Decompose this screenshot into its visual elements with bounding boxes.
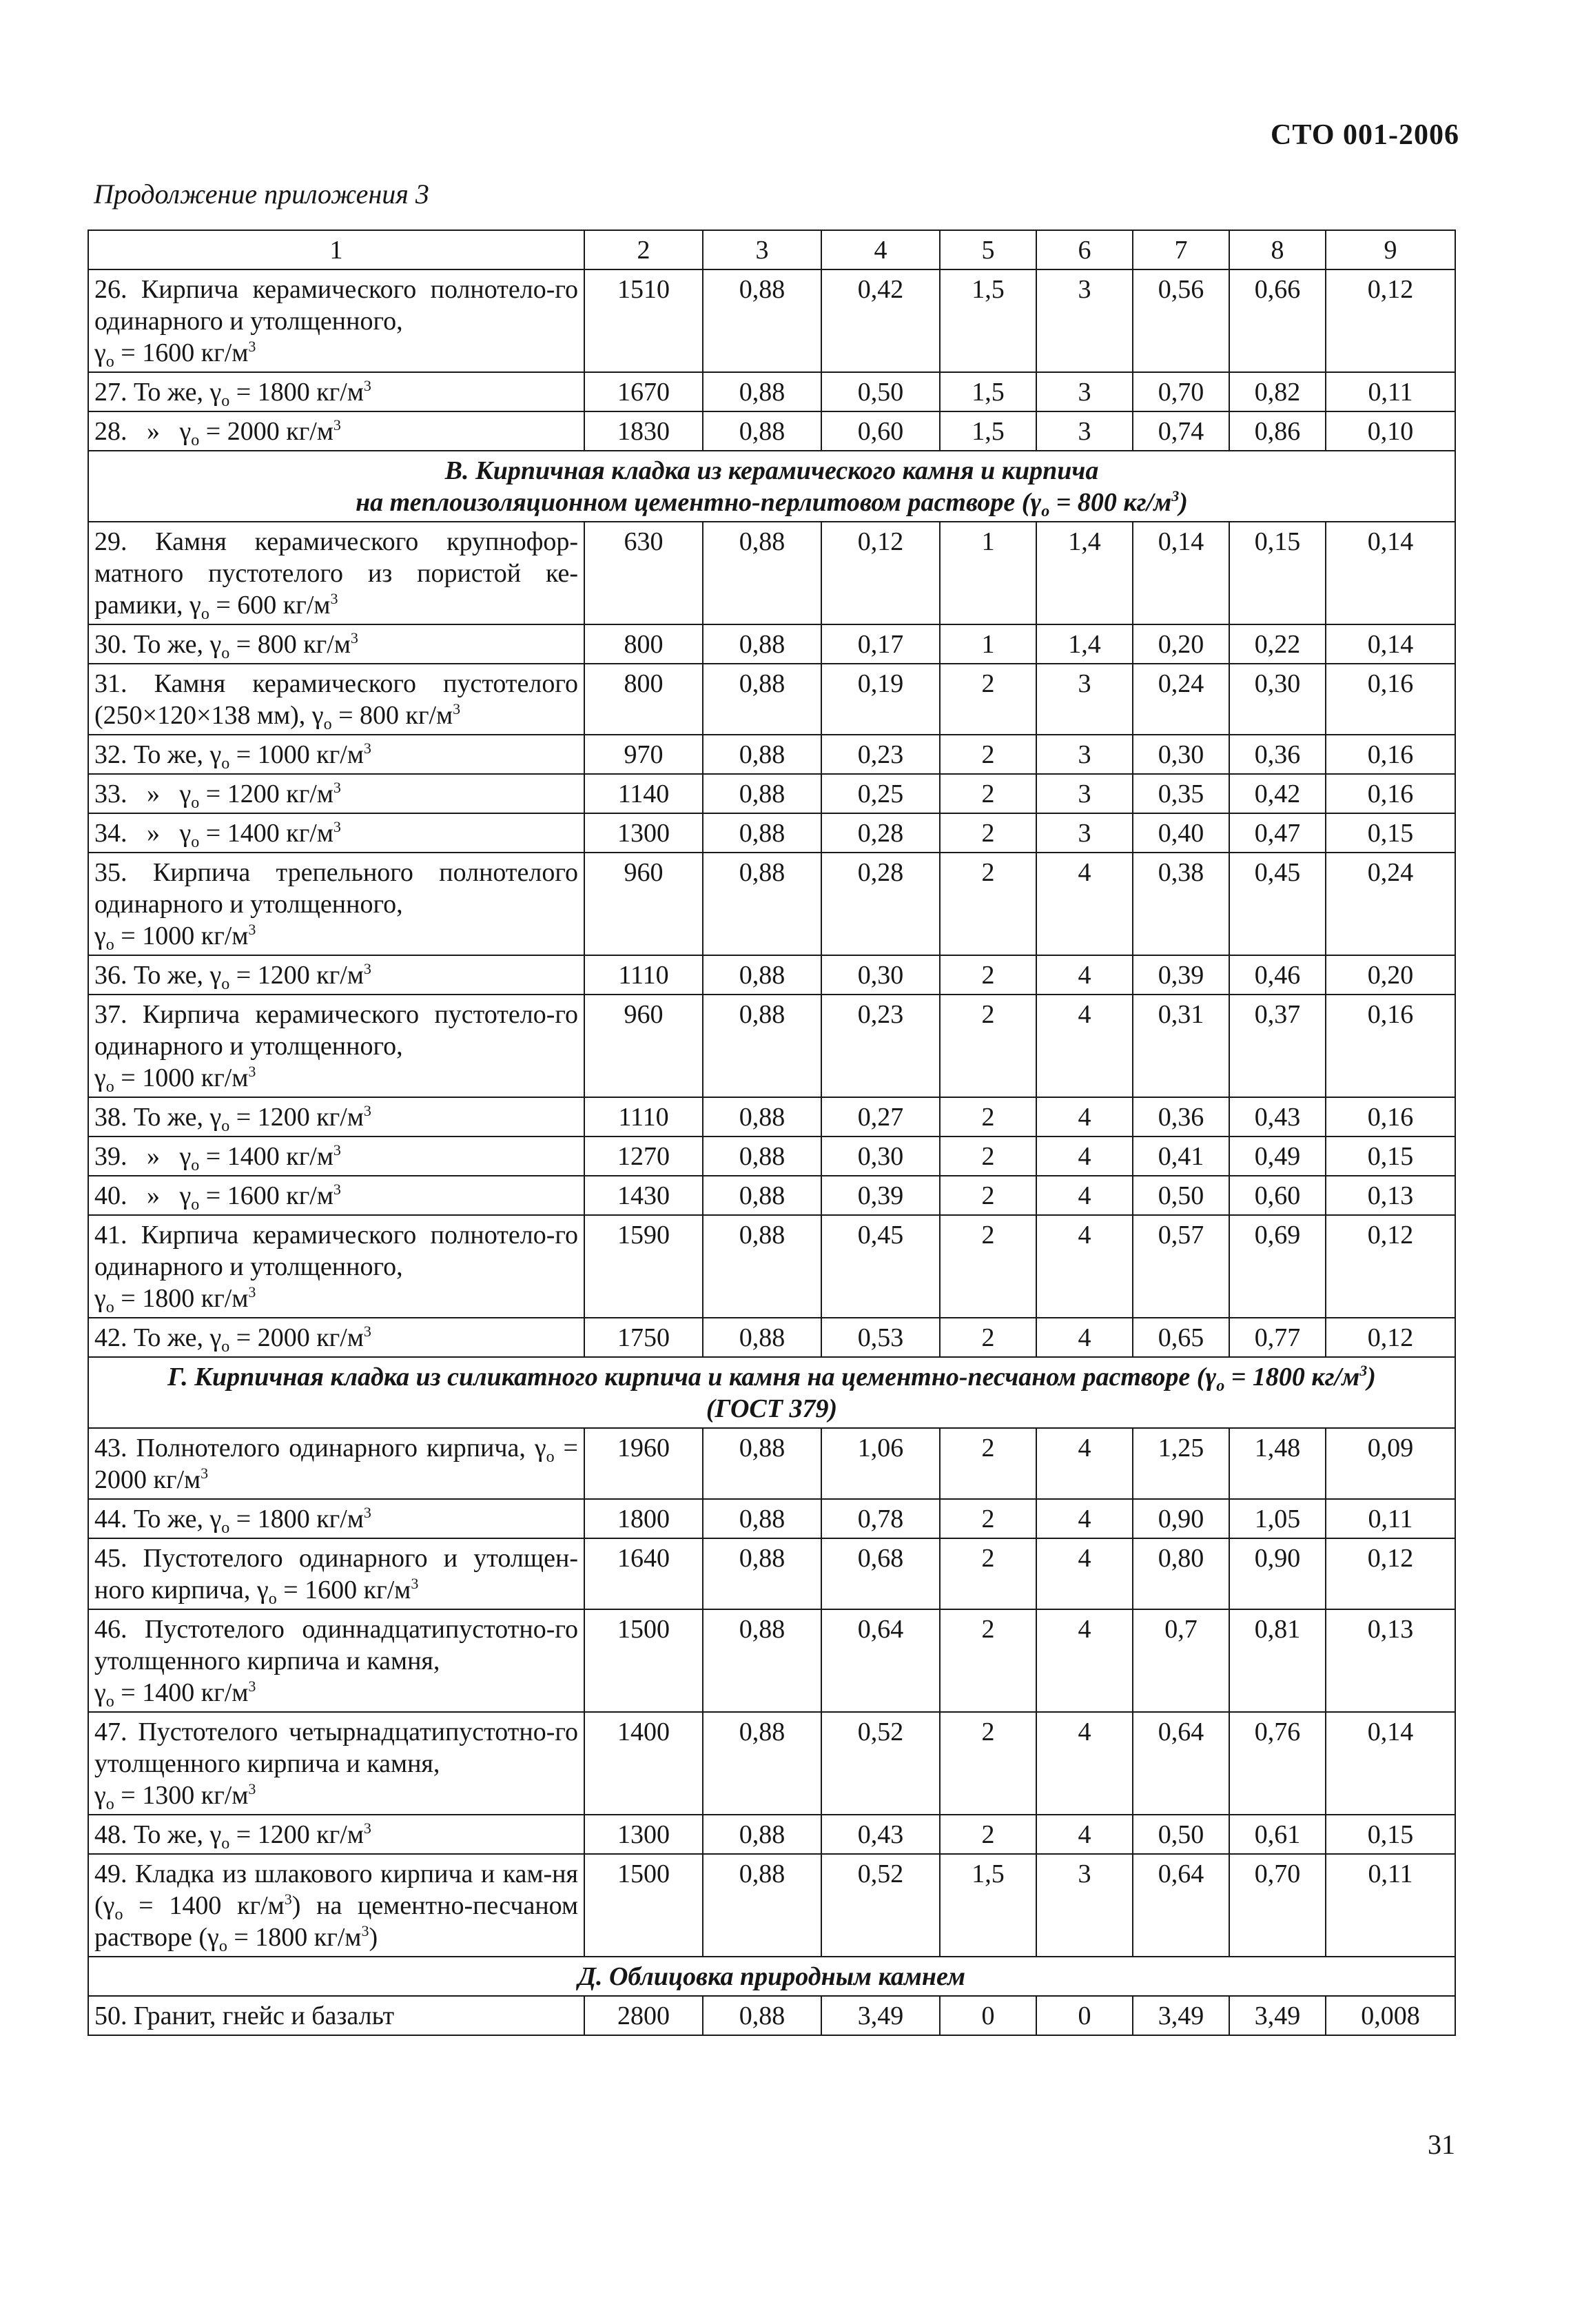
value-cell: 0,30 — [821, 1136, 940, 1176]
value-cell: 1500 — [584, 1854, 703, 1957]
table-row — [88, 1097, 1455, 1136]
value-cell: 0,11 — [1326, 1854, 1455, 1957]
value-cell: 4 — [1036, 1815, 1133, 1854]
value-cell: 0,88 — [703, 411, 821, 451]
material-name: 46. Пустотелого одиннадцатипустотно-го утолщенного кирпича и камня, $\gamma_о = 1400$ $кг/м^3$ — [88, 1609, 584, 1712]
value-cell: 0,24 — [1133, 664, 1229, 735]
value-cell: 0,09 — [1326, 1428, 1455, 1499]
value-cell: 0,30 — [821, 955, 940, 995]
value-cell: 630 — [584, 522, 703, 624]
value-cell: 0,43 — [1229, 1097, 1326, 1136]
material-name: 27. То же, $\gamma_о = 1800$ $кг/м^3$ — [88, 372, 584, 411]
value-cell: 970 — [584, 735, 703, 774]
section-row — [88, 1357, 1455, 1428]
value-cell: 1110 — [584, 1097, 703, 1136]
table-row — [88, 813, 1455, 853]
table-row — [88, 1176, 1455, 1215]
value-cell: 0,88 — [703, 1499, 821, 1538]
value-cell: 0,17 — [821, 624, 940, 664]
value-cell: 1,05 — [1229, 1499, 1326, 1538]
value-cell: 1300 — [584, 1815, 703, 1854]
column-number: 3 — [703, 230, 821, 269]
value-cell: 1500 — [584, 1609, 703, 1712]
material-name: 43. Полнотелого одинарного кирпича, $\gamma_о = 2000$ $кг/м^3$ — [88, 1428, 584, 1499]
value-cell: 0,50 — [821, 372, 940, 411]
value-cell: 4 — [1036, 853, 1133, 955]
section-title: В. Кирпичная кладка из керамического камня и кирпича на теплоизоляционном цементно-перлитовом растворе ($\gamma_о = 800$ $кг/м^3$) — [88, 451, 1455, 522]
value-cell: 1 — [940, 522, 1036, 624]
value-cell: 0,15 — [1229, 522, 1326, 624]
value-cell: 0,65 — [1133, 1318, 1229, 1357]
material-name: 36. То же, $\gamma_о = 1200$ $кг/м^3$ — [88, 955, 584, 995]
value-cell: 0,008 — [1326, 1996, 1455, 2035]
column-number: 1 — [88, 230, 584, 269]
material-name: 33. » $\gamma_о = 1200$ $кг/м^3$ — [88, 774, 584, 813]
value-cell: 0,19 — [821, 664, 940, 735]
value-cell: 0,31 — [1133, 995, 1229, 1097]
material-name: 32. То же, $\gamma_о = 1000$ $кг/м^3$ — [88, 735, 584, 774]
table-row — [88, 1136, 1455, 1176]
value-cell: 960 — [584, 853, 703, 955]
value-cell: 0,77 — [1229, 1318, 1326, 1357]
value-cell: 4 — [1036, 1318, 1133, 1357]
value-cell: 0,88 — [703, 1538, 821, 1609]
appendix-continuation-label: Продолжение приложения 3 — [94, 179, 429, 210]
value-cell: 0,88 — [703, 995, 821, 1097]
column-number: 2 — [584, 230, 703, 269]
materials-table — [88, 230, 1456, 2036]
value-cell: 960 — [584, 995, 703, 1097]
value-cell: 1,5 — [940, 1854, 1036, 1957]
section-row — [88, 451, 1455, 522]
value-cell: 2 — [940, 774, 1036, 813]
value-cell: 0,64 — [821, 1609, 940, 1712]
value-cell: 0,74 — [1133, 411, 1229, 451]
column-number: 9 — [1326, 230, 1455, 269]
value-cell: 0,61 — [1229, 1815, 1326, 1854]
value-cell: 4 — [1036, 1538, 1133, 1609]
value-cell: 0,88 — [703, 664, 821, 735]
value-cell: 2 — [940, 1499, 1036, 1538]
value-cell: 1,5 — [940, 269, 1036, 372]
material-name: 37. Кирпича керамического пустотело-го одинарного и утолщенного, $\gamma_о = 1000$ $кг/м^3$ — [88, 995, 584, 1097]
table-row — [88, 411, 1455, 451]
value-cell: 0,88 — [703, 1609, 821, 1712]
value-cell: 3 — [1036, 1854, 1133, 1957]
value-cell: 0,88 — [703, 1815, 821, 1854]
value-cell: 0,88 — [703, 774, 821, 813]
value-cell: 0,15 — [1326, 1136, 1455, 1176]
value-cell: 0,88 — [703, 1996, 821, 2035]
value-cell: 0,15 — [1326, 1815, 1455, 1854]
value-cell: 0,50 — [1133, 1176, 1229, 1215]
value-cell: 2800 — [584, 1996, 703, 2035]
value-cell: 0,88 — [703, 1136, 821, 1176]
table-row — [88, 624, 1455, 664]
value-cell: 4 — [1036, 1176, 1133, 1215]
material-name: 44. То же, $\gamma_о = 1800$ $кг/м^3$ — [88, 1499, 584, 1538]
value-cell: 0,14 — [1326, 522, 1455, 624]
column-number: 4 — [821, 230, 940, 269]
value-cell: 2 — [940, 1318, 1036, 1357]
column-number: 7 — [1133, 230, 1229, 269]
value-cell: 0,70 — [1229, 1854, 1326, 1957]
table-row — [88, 1215, 1455, 1318]
table-row — [88, 995, 1455, 1097]
value-cell: 0,66 — [1229, 269, 1326, 372]
value-cell: 0,12 — [1326, 1538, 1455, 1609]
value-cell: 0,28 — [821, 853, 940, 955]
value-cell: 1400 — [584, 1712, 703, 1815]
value-cell: 0,41 — [1133, 1136, 1229, 1176]
value-cell: 4 — [1036, 1215, 1133, 1318]
value-cell: 0,90 — [1229, 1538, 1326, 1609]
value-cell: 0,38 — [1133, 853, 1229, 955]
table-row — [88, 774, 1455, 813]
value-cell: 2 — [940, 813, 1036, 853]
value-cell: 0,11 — [1326, 1499, 1455, 1538]
value-cell: 0,7 — [1133, 1609, 1229, 1712]
value-cell: 1110 — [584, 955, 703, 995]
material-name: 42. То же, $\gamma_о = 2000$ $кг/м^3$ — [88, 1318, 584, 1357]
value-cell: 0,88 — [703, 853, 821, 955]
column-number: 5 — [940, 230, 1036, 269]
table-row — [88, 1499, 1455, 1538]
value-cell: 0,70 — [1133, 372, 1229, 411]
value-cell: 3,49 — [821, 1996, 940, 2035]
value-cell: 1,06 — [821, 1428, 940, 1499]
table-row — [88, 955, 1455, 995]
table-row — [88, 735, 1455, 774]
value-cell: 0,30 — [1229, 664, 1326, 735]
material-name: 45. Пустотелого одинарного и утолщен-ного кирпича, $\gamma_о = 1600$ $кг/м^3$ — [88, 1538, 584, 1609]
value-cell: 3 — [1036, 411, 1133, 451]
value-cell: 0,88 — [703, 1176, 821, 1215]
value-cell: 0,60 — [1229, 1176, 1326, 1215]
value-cell: 1,4 — [1036, 522, 1133, 624]
value-cell: 4 — [1036, 955, 1133, 995]
value-cell: 0,43 — [821, 1815, 940, 1854]
table-row — [88, 1538, 1455, 1609]
column-number-row — [88, 230, 1455, 269]
value-cell: 3,49 — [1133, 1996, 1229, 2035]
value-cell: 4 — [1036, 995, 1133, 1097]
value-cell: 0,76 — [1229, 1712, 1326, 1815]
value-cell: 1590 — [584, 1215, 703, 1318]
value-cell: 0,42 — [821, 269, 940, 372]
value-cell: 2 — [940, 995, 1036, 1097]
table-row — [88, 372, 1455, 411]
value-cell: 0,12 — [821, 522, 940, 624]
material-name: 50. Гранит, гнейс и базальт — [88, 1996, 584, 2035]
value-cell: 4 — [1036, 1609, 1133, 1712]
page-number: 31 — [1428, 2129, 1455, 2160]
value-cell: 2 — [940, 664, 1036, 735]
material-name: 31. Камня керамического пустотелого (250×120×138 мм), $\gamma_о = 800$ $кг/м^3$ — [88, 664, 584, 735]
table-row — [88, 1712, 1455, 1815]
value-cell: 4 — [1036, 1712, 1133, 1815]
value-cell: 0,88 — [703, 813, 821, 853]
value-cell: 2 — [940, 1609, 1036, 1712]
value-cell: 0,16 — [1326, 664, 1455, 735]
value-cell: 2 — [940, 1097, 1036, 1136]
value-cell: 0,11 — [1326, 372, 1455, 411]
value-cell: 0,47 — [1229, 813, 1326, 853]
value-cell: 0,40 — [1133, 813, 1229, 853]
value-cell: 0,56 — [1133, 269, 1229, 372]
value-cell: 0 — [1036, 1996, 1133, 2035]
value-cell: 1270 — [584, 1136, 703, 1176]
value-cell: 0,88 — [703, 624, 821, 664]
material-name: 29. Камня керамического крупнофор-матного пустотелого из пористой ке-рамики, $\gamma_о = 600$ $кг/м^3$ — [88, 522, 584, 624]
value-cell: 0,25 — [821, 774, 940, 813]
value-cell: 1800 — [584, 1499, 703, 1538]
value-cell: 0,12 — [1326, 269, 1455, 372]
value-cell: 1,48 — [1229, 1428, 1326, 1499]
value-cell: 0,46 — [1229, 955, 1326, 995]
value-cell: 0,14 — [1326, 1712, 1455, 1815]
value-cell: 0,88 — [703, 735, 821, 774]
material-name: 41. Кирпича керамического полнотело-го одинарного и утолщенного, $\gamma_о = 1800$ $кг/м^3$ — [88, 1215, 584, 1318]
table-body — [88, 230, 1455, 2035]
value-cell: 1750 — [584, 1318, 703, 1357]
value-cell: 0,64 — [1133, 1712, 1229, 1815]
value-cell: 0,20 — [1133, 624, 1229, 664]
section-title: Г. Кирпичная кладка из силикатного кирпича и камня на цементно-песчаном растворе ($\gamma_о = 1800$ $кг/м^3$) (ГОСТ 379) — [88, 1357, 1455, 1428]
value-cell: 0,23 — [821, 995, 940, 1097]
value-cell: 0,88 — [703, 1215, 821, 1318]
value-cell: 0,20 — [1326, 955, 1455, 995]
value-cell: 0,78 — [821, 1499, 940, 1538]
table-row — [88, 1996, 1455, 2035]
material-name: 48. То же, $\gamma_о = 1200$ $кг/м^3$ — [88, 1815, 584, 1854]
value-cell: 0,39 — [1133, 955, 1229, 995]
value-cell: 3 — [1036, 664, 1133, 735]
value-cell: 4 — [1036, 1499, 1133, 1538]
material-name: 39. » $\gamma_о = 1400$ $кг/м^3$ — [88, 1136, 584, 1176]
value-cell: 0,90 — [1133, 1499, 1229, 1538]
value-cell: 3 — [1036, 372, 1133, 411]
value-cell: 0,14 — [1326, 624, 1455, 664]
material-name: 34. » $\gamma_о = 1400$ $кг/м^3$ — [88, 813, 584, 853]
section-row — [88, 1957, 1455, 1996]
value-cell: 4 — [1036, 1097, 1133, 1136]
value-cell: 0,82 — [1229, 372, 1326, 411]
document-code: СТО 001-2006 — [1271, 119, 1459, 151]
value-cell: 800 — [584, 664, 703, 735]
value-cell: 4 — [1036, 1428, 1133, 1499]
value-cell: 0,53 — [821, 1318, 940, 1357]
material-name: 40. » $\gamma_о = 1600$ $кг/м^3$ — [88, 1176, 584, 1215]
value-cell: 1 — [940, 624, 1036, 664]
material-name: 30. То же, $\gamma_о = 800$ $кг/м^3$ — [88, 624, 584, 664]
value-cell: 0,39 — [821, 1176, 940, 1215]
table-row — [88, 522, 1455, 624]
table-row — [88, 1815, 1455, 1854]
table-row — [88, 1609, 1455, 1712]
value-cell: 0,57 — [1133, 1215, 1229, 1318]
value-cell: 0,80 — [1133, 1538, 1229, 1609]
value-cell: 0,15 — [1326, 813, 1455, 853]
value-cell: 2 — [940, 1428, 1036, 1499]
value-cell: 1,25 — [1133, 1428, 1229, 1499]
value-cell: 1510 — [584, 269, 703, 372]
value-cell: 0,13 — [1326, 1176, 1455, 1215]
value-cell: 0,10 — [1326, 411, 1455, 451]
table-row — [88, 1428, 1455, 1499]
value-cell: 1670 — [584, 372, 703, 411]
value-cell: 0,60 — [821, 411, 940, 451]
section-title: Д. Облицовка природным камнем — [88, 1957, 1455, 1996]
value-cell: 0,16 — [1326, 735, 1455, 774]
value-cell: 0,37 — [1229, 995, 1326, 1097]
value-cell: 3 — [1036, 774, 1133, 813]
value-cell: 4 — [1036, 1136, 1133, 1176]
value-cell: 2 — [940, 1712, 1036, 1815]
value-cell: 0,36 — [1133, 1097, 1229, 1136]
value-cell: 0,23 — [821, 735, 940, 774]
material-name: 49. Кладка из шлакового кирпича и кам-ня ($\gamma_о = 1400$ $кг/м^3$) на цементно-песчаном растворе ($\gamma_о = 1800$ $кг/м^3$) — [88, 1854, 584, 1957]
value-cell: 0,12 — [1326, 1215, 1455, 1318]
value-cell: 2 — [940, 1215, 1036, 1318]
value-cell: 1300 — [584, 813, 703, 853]
value-cell: 0,88 — [703, 1428, 821, 1499]
value-cell: 0,45 — [1229, 853, 1326, 955]
value-cell: 0,16 — [1326, 995, 1455, 1097]
value-cell: 1,5 — [940, 411, 1036, 451]
material-name: 26. Кирпича керамического полнотело-го одинарного и утолщенного, $\gamma_о = 1600$ $кг/м^3$ — [88, 269, 584, 372]
material-name: 47. Пустотелого четырнадцатипустотно-го утолщенного кирпича и камня, $\gamma_о = 1300$ $кг/м^3$ — [88, 1712, 584, 1815]
table-row — [88, 664, 1455, 735]
value-cell: 2 — [940, 1136, 1036, 1176]
value-cell: 0,68 — [821, 1538, 940, 1609]
value-cell: 0,12 — [1326, 1318, 1455, 1357]
material-name: 38. То же, $\gamma_о = 1200$ $кг/м^3$ — [88, 1097, 584, 1136]
value-cell: 3 — [1036, 269, 1133, 372]
value-cell: 0,30 — [1133, 735, 1229, 774]
column-number: 6 — [1036, 230, 1133, 269]
value-cell: 2 — [940, 735, 1036, 774]
value-cell: 2 — [940, 853, 1036, 955]
value-cell: 0,88 — [703, 1318, 821, 1357]
value-cell: 0,69 — [1229, 1215, 1326, 1318]
value-cell: 800 — [584, 624, 703, 664]
value-cell: 0,88 — [703, 1854, 821, 1957]
value-cell: 0,88 — [703, 522, 821, 624]
value-cell: 0,42 — [1229, 774, 1326, 813]
value-cell: 0,52 — [821, 1854, 940, 1957]
value-cell: 1830 — [584, 411, 703, 451]
table-row — [88, 269, 1455, 372]
value-cell: 0,81 — [1229, 1609, 1326, 1712]
table-row — [88, 1854, 1455, 1957]
value-cell: 0,35 — [1133, 774, 1229, 813]
value-cell: 1430 — [584, 1176, 703, 1215]
value-cell: 0,50 — [1133, 1815, 1229, 1854]
material-name: 35. Кирпича трепельного полнотелого одинарного и утолщенного, $\gamma_о = 1000$ $кг/м^3$ — [88, 853, 584, 955]
value-cell: 0,88 — [703, 1097, 821, 1136]
value-cell: 3,49 — [1229, 1996, 1326, 2035]
value-cell: 2 — [940, 1538, 1036, 1609]
value-cell: 0,49 — [1229, 1136, 1326, 1176]
value-cell: 0,14 — [1133, 522, 1229, 624]
table-row — [88, 1318, 1455, 1357]
value-cell: 0,22 — [1229, 624, 1326, 664]
value-cell: 0,88 — [703, 372, 821, 411]
value-cell: 0,88 — [703, 269, 821, 372]
value-cell: 0,16 — [1326, 1097, 1455, 1136]
value-cell: 0,45 — [821, 1215, 940, 1318]
value-cell: 0,36 — [1229, 735, 1326, 774]
value-cell: 2 — [940, 955, 1036, 995]
value-cell: 3 — [1036, 735, 1133, 774]
value-cell: 3 — [1036, 813, 1133, 853]
value-cell: 0,24 — [1326, 853, 1455, 955]
value-cell: 0,27 — [821, 1097, 940, 1136]
value-cell: 0,28 — [821, 813, 940, 853]
value-cell: 0,64 — [1133, 1854, 1229, 1957]
value-cell: 2 — [940, 1176, 1036, 1215]
material-name: 28. » $\gamma_о = 2000$ $кг/м^3$ — [88, 411, 584, 451]
value-cell: 0,88 — [703, 1712, 821, 1815]
value-cell: 1140 — [584, 774, 703, 813]
value-cell: 0,86 — [1229, 411, 1326, 451]
value-cell: 0,16 — [1326, 774, 1455, 813]
value-cell: 1640 — [584, 1538, 703, 1609]
value-cell: 0,88 — [703, 955, 821, 995]
column-number: 8 — [1229, 230, 1326, 269]
value-cell: 2 — [940, 1815, 1036, 1854]
value-cell: 1,4 — [1036, 624, 1133, 664]
value-cell: 1,5 — [940, 372, 1036, 411]
table-row — [88, 853, 1455, 955]
value-cell: 0,52 — [821, 1712, 940, 1815]
value-cell: 0 — [940, 1996, 1036, 2035]
value-cell: 0,13 — [1326, 1609, 1455, 1712]
value-cell: 1960 — [584, 1428, 703, 1499]
